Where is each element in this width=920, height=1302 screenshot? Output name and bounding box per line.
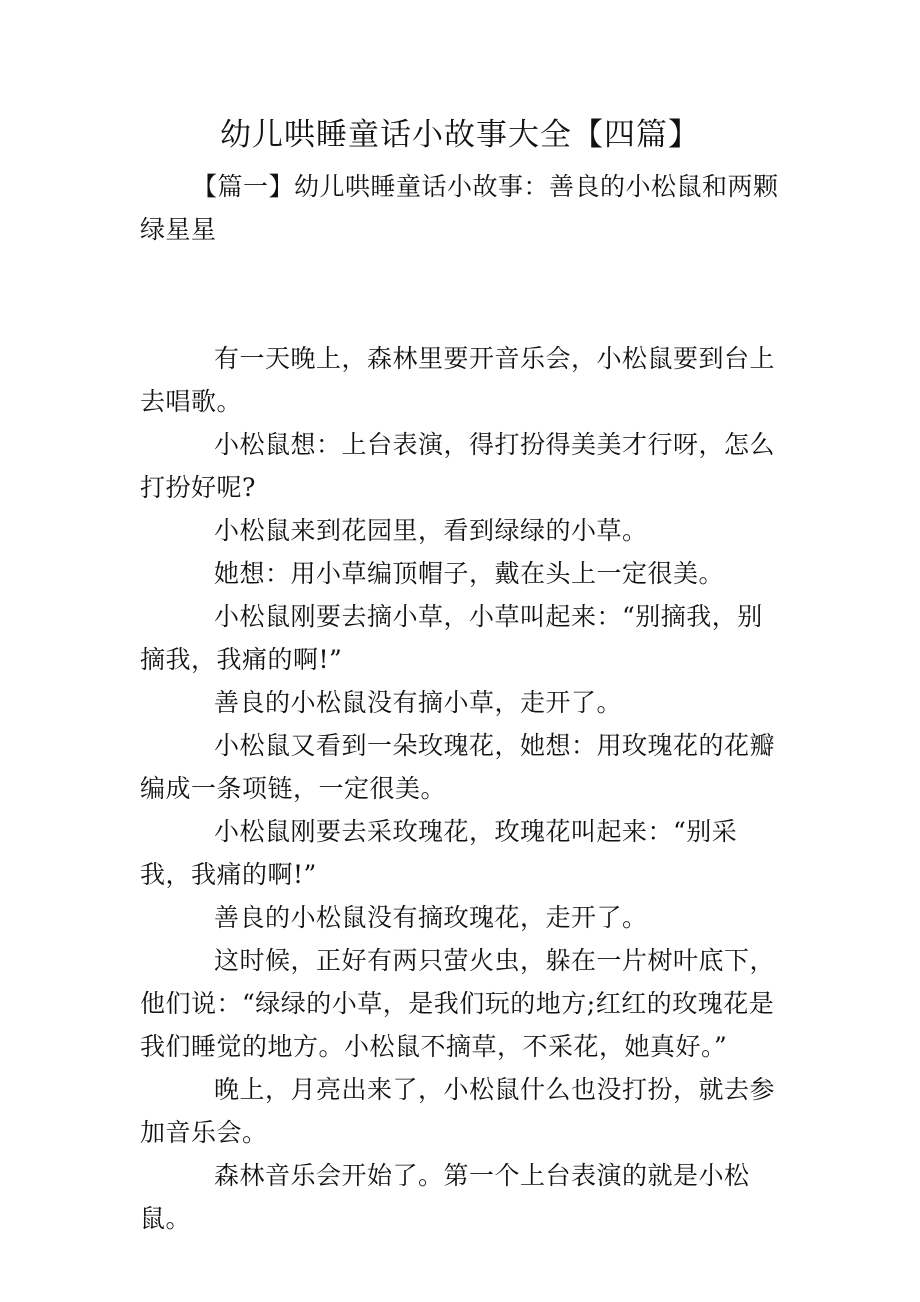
- blank-line: [140, 251, 786, 337]
- section-heading: 【篇一】幼儿哄睡童话小故事：善良的小松鼠和两颗绿星星: [140, 172, 779, 244]
- paragraph: 小松鼠刚要去摘小草，小草叫起来：“别摘我，别摘我，我痛的啊!”: [140, 602, 763, 674]
- paragraph: 这时候，正好有两只萤火虫，躲在一片树叶底下，他们说：“绿绿的小草，是我们玩的地方;红红的玫瑰花是我们睡觉的地方。小松鼠不摘草，不采花，她真好。”: [140, 946, 776, 1061]
- paragraph: 善良的小松鼠没有摘玫瑰花，走开了。: [214, 903, 648, 932]
- paragraph: 小松鼠刚要去采玫瑰花，玫瑰花叫起来：“别采我，我痛的啊!”: [140, 817, 738, 889]
- paragraph: 晚上，月亮出来了，小松鼠什么也没打扮，就去参加音乐会。: [140, 1075, 776, 1147]
- paragraph: 小松鼠想：上台表演，得打扮得美美才行呀，怎么打扮好呢?: [140, 430, 776, 502]
- paragraph: 小松鼠来到花园里，看到绿绿的小草。: [214, 516, 648, 545]
- paragraph: 有一天晚上，森林里要开音乐会，小松鼠要到台上去唱歌。: [140, 344, 776, 416]
- paragraph: 小松鼠又看到一朵玫瑰花，她想：用玫瑰花的花瓣编成一条项链，一定很美。: [140, 731, 776, 803]
- paragraph: 她想：用小草编顶帽子，戴在头上一定很美。: [214, 559, 725, 588]
- paragraph: 善良的小松鼠没有摘小草，走开了。: [214, 688, 623, 717]
- paragraph: 森林音乐会开始了。第一个上台表演的就是小松鼠。: [140, 1161, 750, 1233]
- document-body: [140, 165, 786, 1240]
- page-title: 幼儿哄睡童话小故事大全【四篇】: [220, 117, 700, 153]
